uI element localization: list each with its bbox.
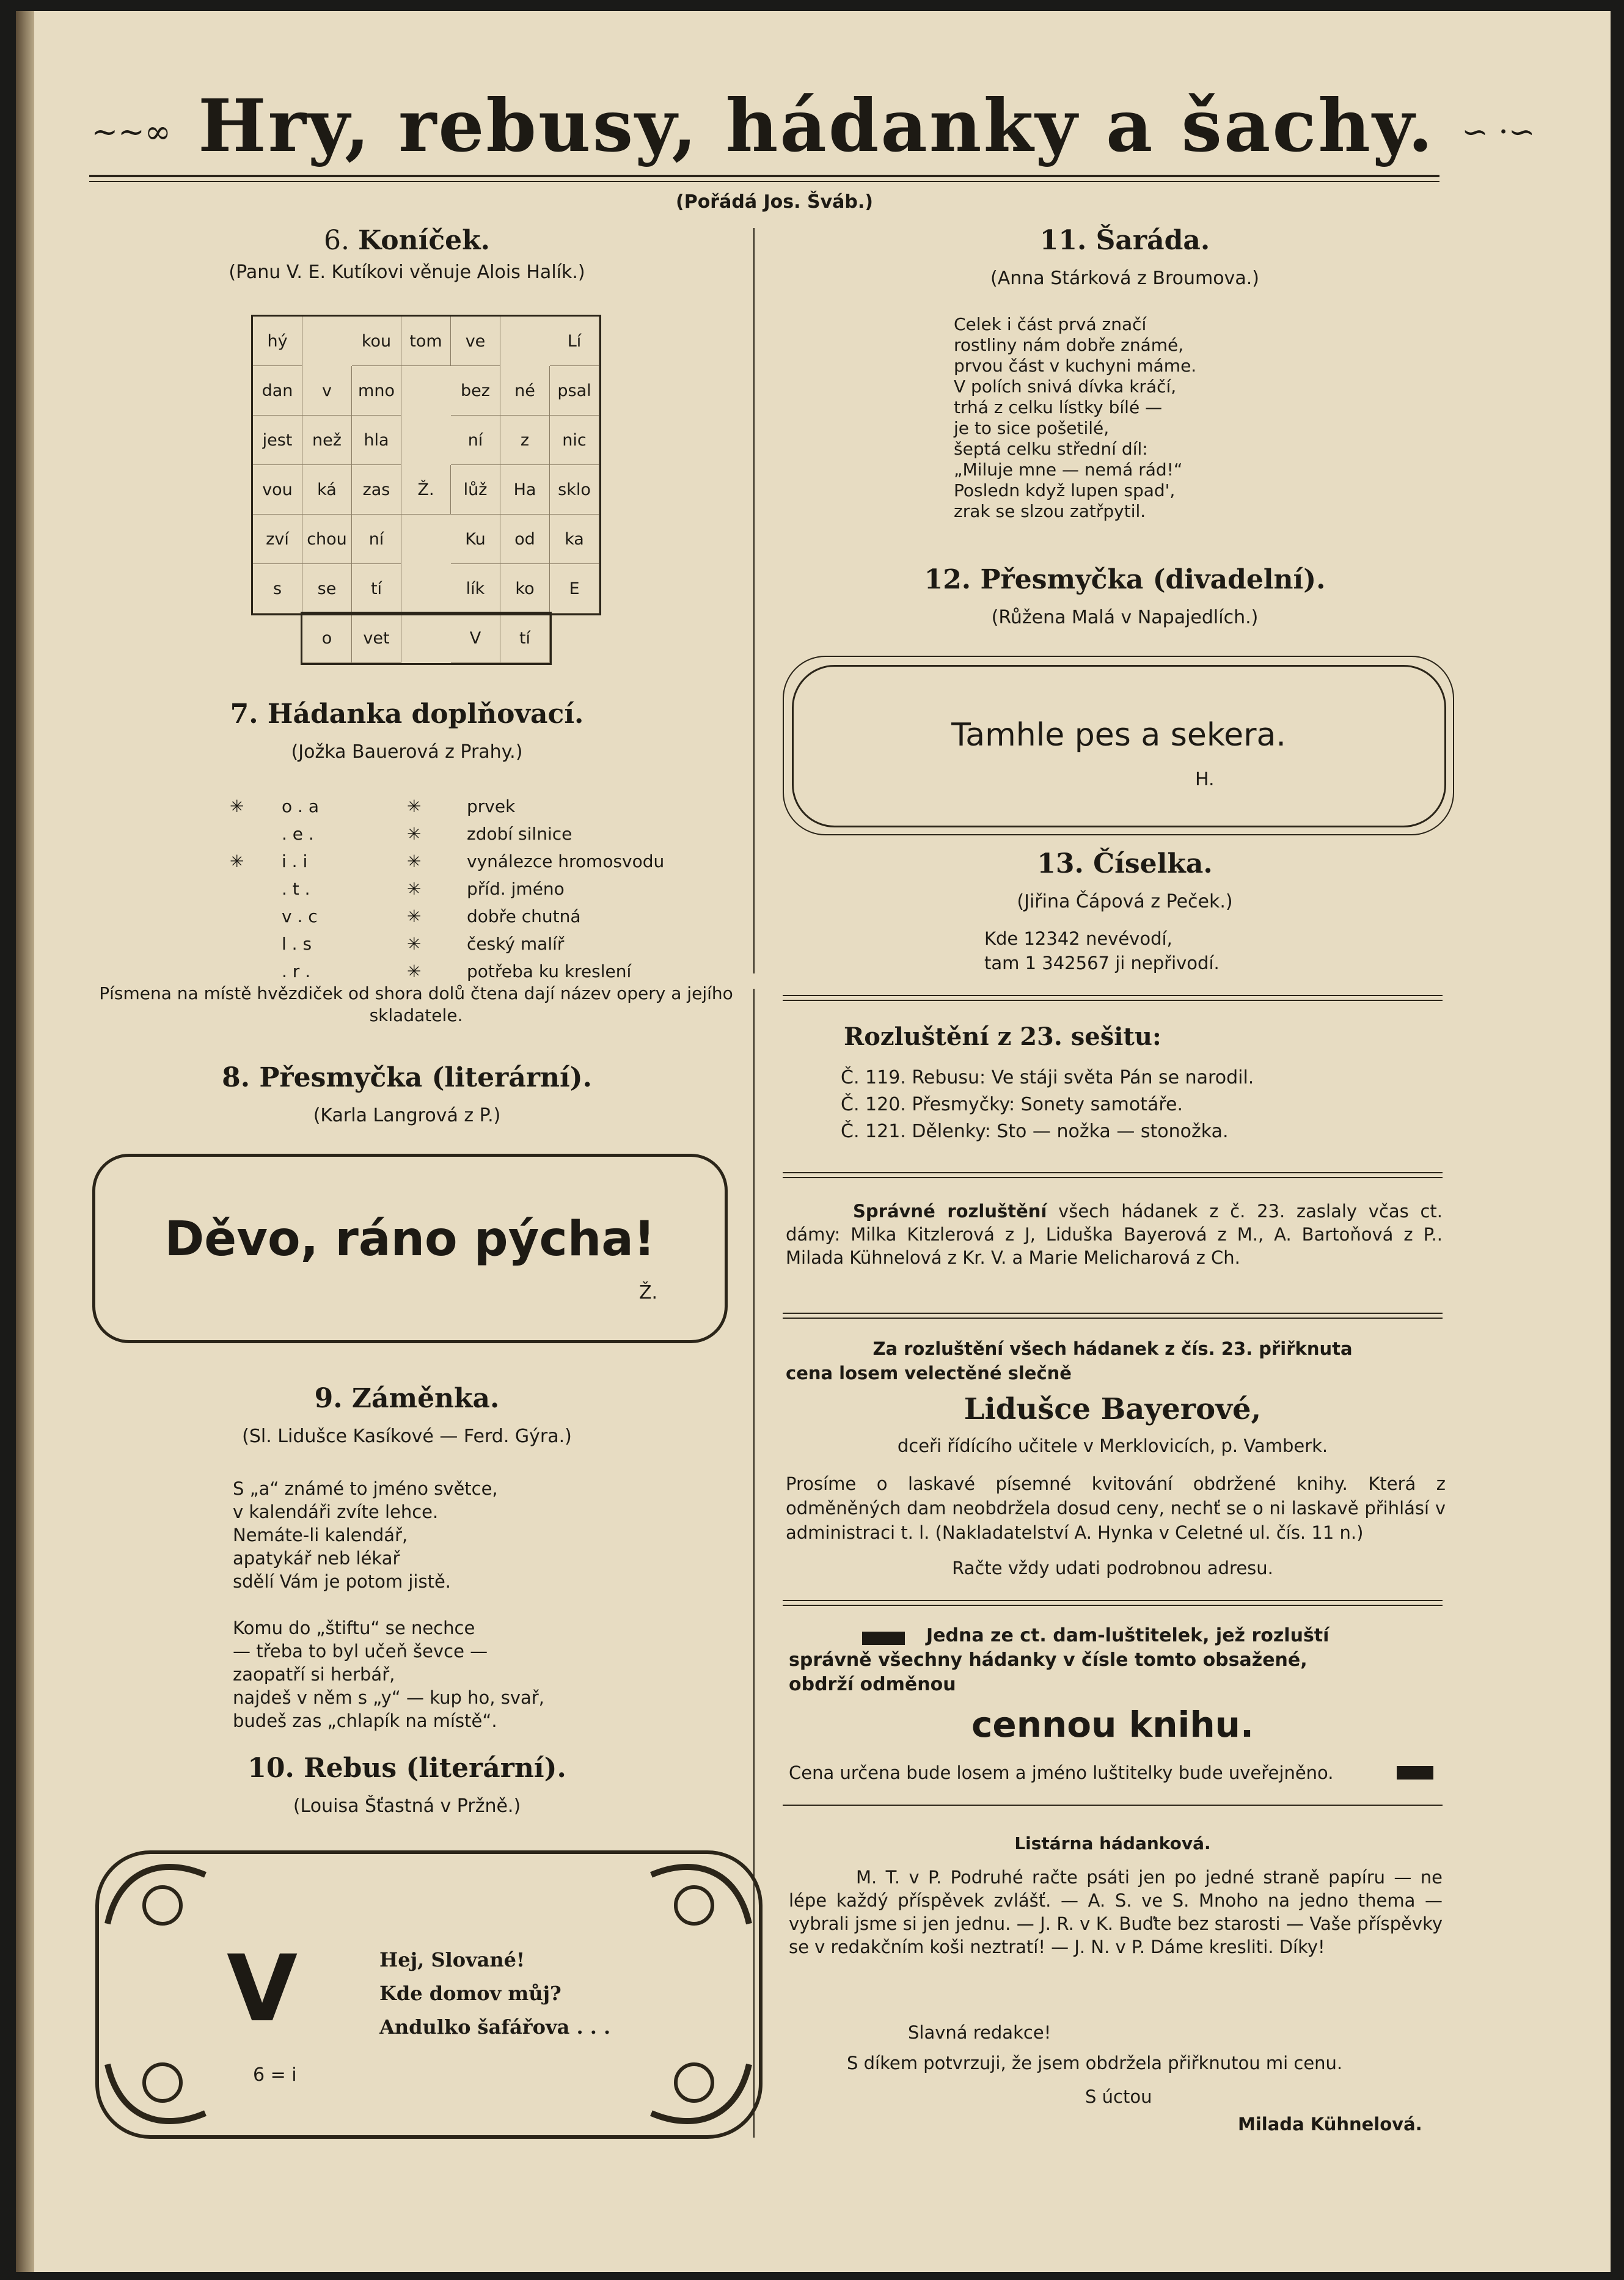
star-icon: ✳ <box>407 851 422 871</box>
ciselka-line-2: tam 1 342567 ji nepřivodí. <box>984 953 1220 973</box>
hadanka-letters: l . s <box>282 934 312 954</box>
sarada-line: Posledn když lupen spad', <box>954 480 1176 500</box>
presmycka12-sub: (Růžena Malá v Napajedlích.) <box>991 607 1259 628</box>
knight-cell: z <box>500 416 550 465</box>
star-icon: ✳ <box>407 879 422 899</box>
konicek-num: 6. <box>324 225 350 256</box>
ornament-left-icon: ~~∞ <box>91 114 171 151</box>
pointing-hand-left-icon <box>1397 1766 1433 1780</box>
column-divider-upper <box>753 228 755 973</box>
page <box>16 11 1611 2272</box>
rebus-letter: V <box>227 1936 298 2042</box>
hadanka-hint: vynálezce hromosvodu <box>467 851 665 871</box>
knight-cell: nic <box>550 416 599 465</box>
knight-cell: psal <box>550 366 599 416</box>
hadanka-heading: 7. Hádanka doplňovací. <box>230 698 584 730</box>
presmycka8-sub: (Karla Langrová z P.) <box>313 1105 501 1126</box>
knight-cell: né <box>500 366 550 416</box>
zamenka-line: zaopatří si herbář, <box>233 1664 395 1685</box>
presmycka12-text: Tamhle pes a sekera. <box>951 717 1286 753</box>
knight-cell: dan <box>253 366 302 416</box>
knight-cell: zas <box>352 465 401 515</box>
knight-cell: ve <box>451 317 500 366</box>
presmycka8-text: Děvo, ráno pýcha! <box>164 1212 656 1267</box>
hadanka-hint: potřeba ku kreslení <box>467 961 632 981</box>
zamenka-line: v kalendáři zvíte lehce. <box>233 1501 439 1522</box>
rebus-line: Kde domov můj? <box>379 1982 561 2005</box>
zamenka-line: Komu do „štiftu“ se nechce <box>233 1618 475 1638</box>
knight-cell: Ž. <box>401 465 451 515</box>
hadanka-letters: . e . <box>282 824 314 844</box>
header-rule-thin <box>89 181 1439 182</box>
knight-cell: sklo <box>550 465 599 515</box>
hadanka-letters: i . i <box>282 851 308 871</box>
star-icon: ✳ <box>407 961 422 981</box>
knight-cell: mno <box>352 366 401 416</box>
zamenka-line: apatykář neb lékař <box>233 1548 400 1569</box>
star-icon: ✳ <box>407 934 422 954</box>
divider-1b <box>783 1000 1443 1001</box>
rozlusteni-line-2: Č. 120. Přesmyčky: Sonety samotáře. <box>841 1094 1183 1115</box>
knight-cell: vet <box>352 614 401 663</box>
knight-cell: E <box>550 564 599 614</box>
knight-cell: ka <box>550 515 599 564</box>
rozlusteni-line-1: Č. 119. Rebusu: Ve stáji světa Pán se narodil. <box>841 1067 1254 1088</box>
rebus-sub: (Louisa Šťastná v Pržně.) <box>293 1795 521 1817</box>
sarada-heading: 11. Šaráda. <box>1039 225 1210 256</box>
divider-1 <box>783 995 1443 996</box>
offer-text3: obdrží odměnou <box>789 1674 956 1695</box>
knight-cell: od <box>500 515 550 564</box>
zamenka-line: Nemáte-li kalendář, <box>233 1525 408 1545</box>
offer-text1: Jedna ze ct. dam-luštitelek, jež rozluští <box>926 1625 1330 1646</box>
knight-cell: bez <box>451 366 500 416</box>
konicek-heading <box>77 225 737 256</box>
zamenka-line: budeš zas „chlapík na místě“. <box>233 1710 497 1731</box>
zamenka-line: sdělí Vám je potom jistě. <box>233 1571 452 1592</box>
ciselka-heading: 13. Číselka. <box>1037 848 1213 879</box>
prize-line1: Za rozluštění všech hádanek z čís. 23. přiřknuta <box>872 1338 1353 1359</box>
knight-grid-bottom-border <box>301 612 552 665</box>
knight-cell: hý <box>253 317 302 366</box>
divider-5 <box>783 1805 1443 1806</box>
star-icon: ✳ <box>230 796 244 816</box>
divider-3 <box>783 1313 1443 1314</box>
zamenka-heading: 9. Záměnka. <box>314 1383 500 1414</box>
knight-cell: v <box>302 366 352 416</box>
page-title-row <box>16 83 1611 168</box>
knight-grid-border <box>251 315 601 615</box>
presmycka12-sign: H. <box>1195 769 1215 790</box>
rebus-line: Hej, Slované! <box>379 1948 525 1971</box>
knight-cell: vou <box>253 465 302 515</box>
divider-3b <box>783 1318 1443 1319</box>
sarada-line: prvou část v kuchyni máme. <box>954 356 1197 376</box>
hadanka-letters: v . c <box>282 906 318 926</box>
listarna-heading: Listárna hádanková. <box>1014 1833 1211 1853</box>
knight-cell: ní <box>451 416 500 465</box>
sarada-line: je to sice pošetilé, <box>954 418 1110 438</box>
hadanka-letters: . r . <box>282 961 311 981</box>
prize-line2: cena losem velectěné slečně <box>786 1363 1072 1384</box>
hadanka-hint: příd. jméno <box>467 879 565 899</box>
sarada-line: zrak se slzou zatřpytil. <box>954 501 1146 521</box>
knight-cell: zví <box>253 515 302 564</box>
sarada-line: V polích snivá dívka kráčí, <box>954 376 1177 397</box>
thanks-l2: S díkem potvrzuji, že jsem obdržela přiřknutou mi cenu. <box>847 2053 1343 2073</box>
knight-cell: chou <box>302 515 352 564</box>
thanks-l1: Slavná redakce! <box>908 2022 1052 2043</box>
knight-cell: tí <box>352 564 401 614</box>
hadanka-hint: zdobí silnice <box>467 824 572 844</box>
zamenka-line: — třeba to byl učeň ševce — <box>233 1641 488 1662</box>
rozlusteni-line-3: Č. 121. Dělenky: Sto — nožka — stonožka. <box>841 1121 1229 1142</box>
zamenka-line: najdeš v něm s „y“ — kup ho, svař, <box>233 1687 544 1708</box>
sarada-line: šeptá celku střední díl: <box>954 439 1148 459</box>
knight-cell: jest <box>253 416 302 465</box>
hadanka-hint: dobře chutná <box>467 906 581 926</box>
knight-cell: hla <box>352 416 401 465</box>
offer-big: cennou knihu. <box>971 1704 1254 1745</box>
hadanka-letters: . t . <box>282 879 310 899</box>
prize-closing: Račte vždy udati podrobnou adresu. <box>952 1558 1273 1578</box>
header-rule <box>89 175 1439 177</box>
knight-cell: tí <box>500 614 550 663</box>
star-icon: ✳ <box>407 796 422 816</box>
rebus-line: Andulko šafářova . . . <box>379 2015 611 2039</box>
hadanka-hint: český malíř <box>467 934 565 954</box>
divider-2b <box>783 1177 1443 1178</box>
knight-cell: lůž <box>451 465 500 515</box>
sarada-line: rostliny nám dobře známé, <box>954 335 1184 355</box>
knight-cell: V <box>451 614 500 663</box>
zamenka-sub: (Sl. Lidušce Kasíkové — Ferd. Gýra.) <box>242 1426 572 1447</box>
spravne-text: všech hádanek z č. 23. zaslaly včas ct. dámy: Milka Kitzlerová z J, Liduška Bayerová z M., A. Bartoňová z P.. Milada Kühnelová z Kr. V. a Marie Melicharová z Ch. <box>786 1201 1443 1268</box>
rebus-eq: 6 = i <box>253 2064 297 2086</box>
spravne-lead: Správné rozluštění <box>853 1201 1047 1222</box>
thanks-l3: S úctou <box>1085 2086 1152 2107</box>
presmycka8-heading: 8. Přesmyčka (literární). <box>222 1062 592 1093</box>
knight-cell: Ha <box>500 465 550 515</box>
book-spine <box>16 11 34 2272</box>
page-title: Hry, rebusy, hádanky a šachy. <box>198 83 1435 168</box>
hadanka-note: Písmena na místě hvězdiček od shora dolů čtena dají název opery a jejího skladatele. <box>99 983 733 1025</box>
knight-cell: se <box>302 564 352 614</box>
star-icon: ✳ <box>230 851 244 871</box>
knight-cell: s <box>253 564 302 614</box>
divider-2 <box>783 1172 1443 1173</box>
listarna-text: M. T. v P. Podruhé račte psáti jen po jedné straně papíru — ne lépe každý příspěvek zvlášť. — A. S. ve S. Mnoho na jedno thema — vybrali jsme si jen jednu. — J. R. v K. Buďte bez starosti — Vaše příspěvky se v redakčním koši neztratí! — J. N. v P. Dáme kresliti. Díky! <box>789 1867 1443 1957</box>
thanks-sign: Milada Kühnelová. <box>1238 2114 1422 2135</box>
divider-4b <box>783 1605 1443 1606</box>
offer-note: Cena určena bude losem a jméno luštitelky bude uveřejněno. <box>789 1762 1334 1783</box>
konicek-sub: (Panu V. E. Kutíkovi věnuje Alois Halík.) <box>229 262 585 283</box>
knight-cell: Ku <box>451 515 500 564</box>
hadanka-sub: (Jožka Bauerová z Prahy.) <box>291 741 523 763</box>
sarada-line: trhá z celku lístky bílé — <box>954 397 1163 417</box>
hadanka-letters: o . a <box>282 796 319 816</box>
star-icon: ✳ <box>407 824 422 844</box>
prize-line3: dceři řídícího učitele v Merklovicích, p. Vamberk. <box>897 1435 1328 1456</box>
ornament-right-icon: ∽ ·∽ <box>1461 114 1535 151</box>
knight-cell: kou <box>352 317 401 366</box>
star-icon: ✳ <box>407 906 422 926</box>
sarada-sub: (Anna Stárková z Broumova.) <box>990 268 1259 289</box>
knight-cell: ká <box>302 465 352 515</box>
ciselka-line-1: Kde 12342 nevévodí, <box>984 928 1172 949</box>
presmycka12-heading: 12. Přesmyčka (divadelní). <box>924 564 1326 595</box>
prize-para: Prosíme o laskavé písemné kvitování obdržené knihy. Která z odměněných dam neobdržela dosud ceny, nechť se o ni laskavě přihlásí v administraci t. l. (Nakladatelství A. Hynka v Celetné ul. čís. 11 n.) <box>786 1473 1446 1543</box>
offer-text2: správně všechny hádanky v čísle tomto obsažené, <box>789 1649 1308 1671</box>
hadanka-hint: prvek <box>467 796 516 816</box>
ciselka-sub: (Jiřina Čápová z Peček.) <box>1017 891 1233 912</box>
spravne-para <box>786 1200 1443 1269</box>
rebus-heading: 10. Rebus (literární). <box>247 1753 566 1784</box>
knight-cell: než <box>302 416 352 465</box>
pointing-hand-icon <box>862 1632 905 1645</box>
knight-cell: tom <box>401 317 451 366</box>
sarada-line: „Miluje mne — nemá rád!“ <box>954 460 1183 480</box>
knight-cell: ko <box>500 564 550 614</box>
konicek-title: Koníček. <box>358 225 490 256</box>
divider-4 <box>783 1600 1443 1601</box>
rozlusteni-heading: Rozluštění z 23. sešitu: <box>844 1022 1161 1051</box>
knight-cell: o <box>302 614 352 663</box>
editor-note: (Pořádá Jos. Šváb.) <box>676 191 873 213</box>
knight-cell: lík <box>451 564 500 614</box>
knight-cell: Lí <box>550 317 599 366</box>
presmycka8-sign: Ž. <box>639 1282 658 1303</box>
zamenka-line: S „a“ známé to jméno světce, <box>233 1478 498 1499</box>
knight-cell: ní <box>352 515 401 564</box>
prize-name: Lidušce Bayerové, <box>964 1392 1262 1426</box>
sarada-line: Celek i část prvá značí <box>954 314 1147 334</box>
